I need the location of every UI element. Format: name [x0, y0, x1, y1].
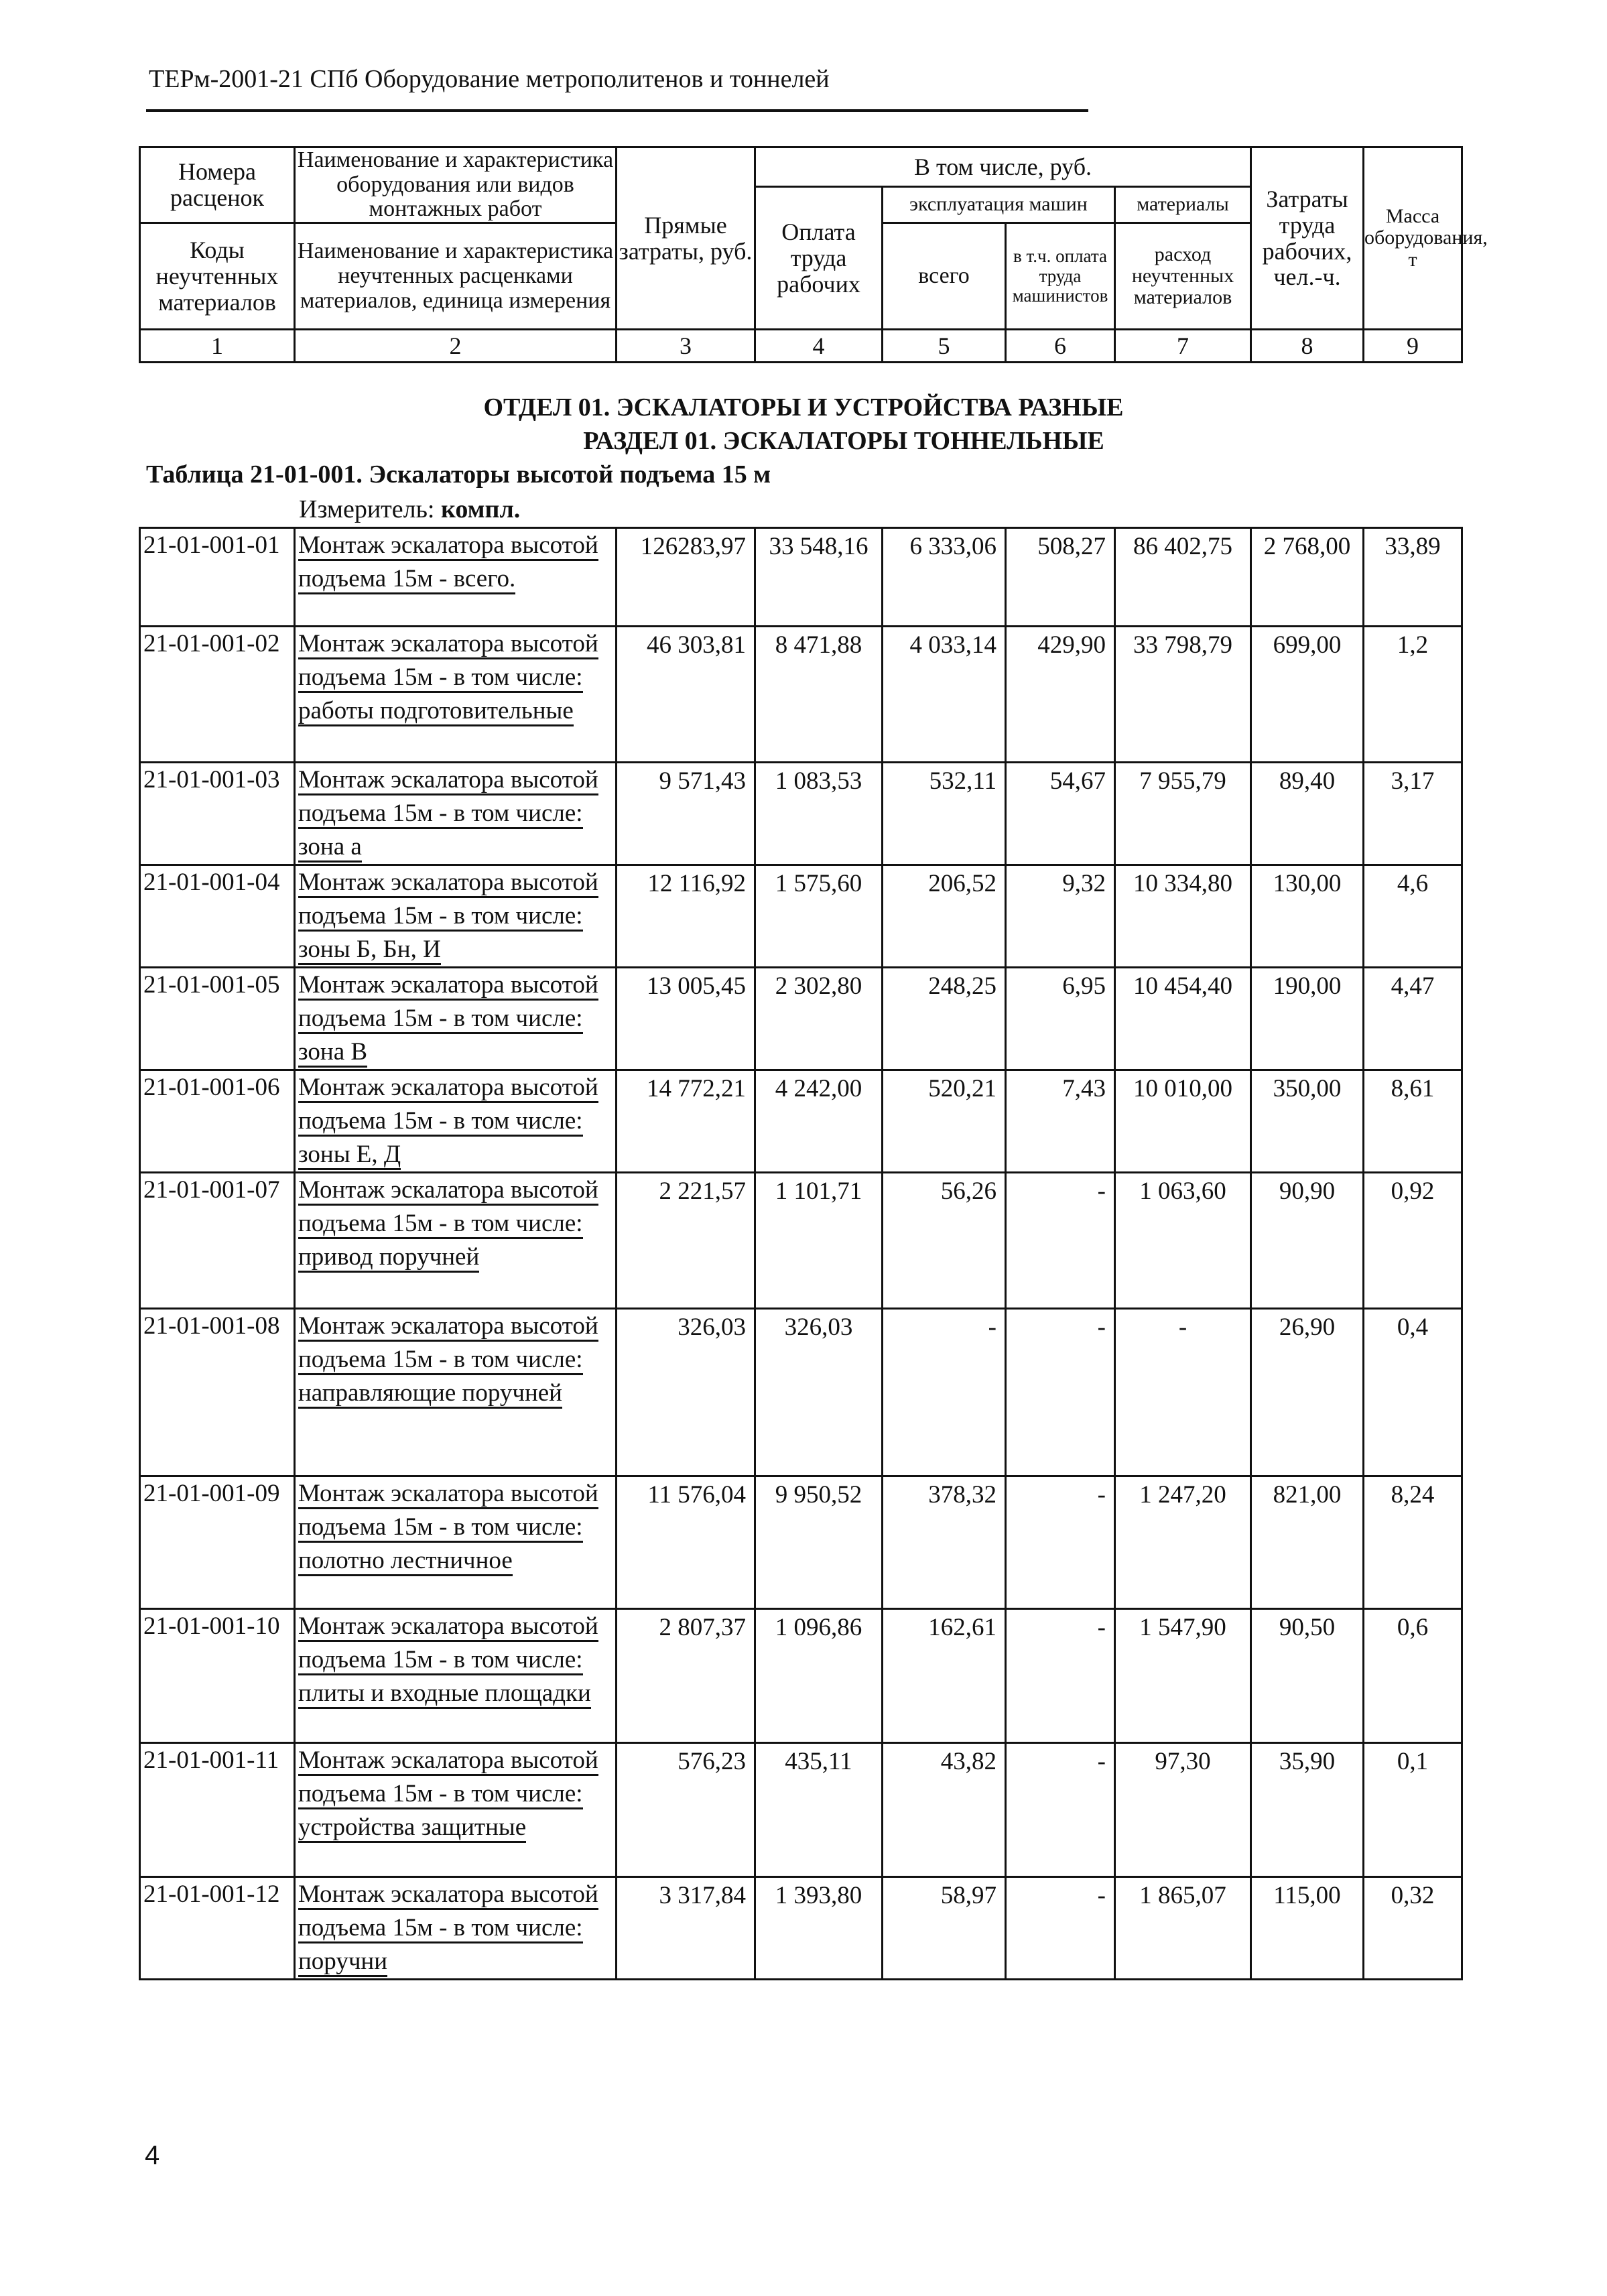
- machine-total-value: 162,61: [883, 1609, 1006, 1743]
- equipment-mass-value: 0,4: [1364, 1309, 1462, 1476]
- equipment-mass-value: 4,47: [1364, 968, 1462, 1070]
- worker-wages-value: 8 471,88: [755, 627, 883, 763]
- work-description: [295, 763, 617, 865]
- rate-code: 21-01-001-05: [140, 968, 295, 1070]
- materials-value: 1 247,20: [1115, 1476, 1251, 1609]
- header-unaccounted-materials: Наименование и характеристика неучтенных расценками материалов, единица измерения: [295, 223, 617, 330]
- rate-code: 21-01-001-07: [140, 1173, 295, 1309]
- worker-wages-value: 2 302,80: [755, 968, 883, 1070]
- materials-value: 33 798,79: [1115, 627, 1251, 763]
- direct-costs-value: 9 571,43: [617, 763, 755, 865]
- measure-line: [299, 495, 520, 524]
- materials-value: -: [1115, 1309, 1251, 1476]
- work-description-text: Монтаж эскалатора высотой подъема 15м - в том числе: работы подготовительные: [298, 630, 598, 726]
- machinist-wages-value: -: [1006, 1743, 1115, 1877]
- equipment-mass-value: 3,17: [1364, 763, 1462, 865]
- rate-code: 21-01-001-08: [140, 1309, 295, 1476]
- header-rule: [146, 109, 1088, 112]
- equipment-mass-value: 33,89: [1364, 528, 1462, 627]
- work-description: [295, 1309, 617, 1476]
- direct-costs-value: 126283,97: [617, 528, 755, 627]
- header-labor-costs: Затраты труда рабочих, чел.-ч.: [1251, 147, 1364, 330]
- machinist-wages-value: 54,67: [1006, 763, 1115, 865]
- column-number: 5: [883, 330, 1006, 363]
- materials-value: 10 334,80: [1115, 865, 1251, 968]
- header-machine-total: всего: [883, 223, 1006, 330]
- header-equipment-mass: Масса оборудования, т: [1364, 147, 1462, 330]
- direct-costs-value: 576,23: [617, 1743, 755, 1877]
- rate-code: 21-01-001-11: [140, 1743, 295, 1877]
- work-description: [295, 528, 617, 627]
- work-description-text: Монтаж эскалатора высотой подъема 15м - в том числе: зона а: [298, 766, 598, 863]
- equipment-mass-value: 0,92: [1364, 1173, 1462, 1309]
- table-row: [140, 1476, 1462, 1609]
- machinist-wages-value: 6,95: [1006, 968, 1115, 1070]
- table-title: Таблица 21-01-001. Эскалаторы высотой подъема 15 м: [146, 460, 771, 489]
- labor-costs-value: 115,00: [1251, 1877, 1364, 1980]
- machinist-wages-value: 508,27: [1006, 528, 1115, 627]
- equipment-mass-value: 8,24: [1364, 1476, 1462, 1609]
- rate-code: 21-01-001-09: [140, 1476, 295, 1609]
- work-description: [295, 1476, 617, 1609]
- work-description-text: Монтаж эскалатора высотой подъема 15м - в том числе: зона В: [298, 971, 598, 1068]
- machinist-wages-value: -: [1006, 1609, 1115, 1743]
- table-row: [140, 1173, 1462, 1309]
- table-row: [140, 1309, 1462, 1476]
- header-including-group: В том числе, руб.: [755, 147, 1251, 187]
- header-name-characteristics: Наименование и характеристика оборудования или видов монтажных работ: [295, 147, 617, 223]
- column-number: 1: [140, 330, 295, 363]
- table-row: [140, 1877, 1462, 1980]
- work-description-text: Монтаж эскалатора высотой подъема 15м - в том числе: зоны Е, Д: [298, 1074, 598, 1170]
- rates-table: [139, 527, 1463, 1980]
- rate-code: 21-01-001-04: [140, 865, 295, 968]
- materials-value: 7 955,79: [1115, 763, 1251, 865]
- document-header-title: ТЕРм-2001-21 СПб Оборудование метрополитенов и тоннелей: [149, 65, 830, 93]
- materials-value: 1 547,90: [1115, 1609, 1251, 1743]
- rate-code: 21-01-001-02: [140, 627, 295, 763]
- machine-total-value: 248,25: [883, 968, 1006, 1070]
- header-unaccounted-consumption: расход неучтенных материалов: [1115, 223, 1251, 330]
- machinist-wages-value: -: [1006, 1476, 1115, 1609]
- worker-wages-value: 326,03: [755, 1309, 883, 1476]
- labor-costs-value: 26,90: [1251, 1309, 1364, 1476]
- header-materials: материалы: [1115, 187, 1251, 223]
- direct-costs-value: 14 772,21: [617, 1070, 755, 1173]
- machine-total-value: 378,32: [883, 1476, 1006, 1609]
- table-row: [140, 865, 1462, 968]
- rate-code: 21-01-001-06: [140, 1070, 295, 1173]
- direct-costs-value: 2 807,37: [617, 1609, 755, 1743]
- rate-code: 21-01-001-10: [140, 1609, 295, 1743]
- column-number: 2: [295, 330, 617, 363]
- table-row: [140, 968, 1462, 1070]
- worker-wages-value: 435,11: [755, 1743, 883, 1877]
- materials-value: 1 865,07: [1115, 1877, 1251, 1980]
- column-number: 8: [1251, 330, 1364, 363]
- header-unaccounted-material-codes: Коды неучтенных материалов: [140, 223, 295, 330]
- worker-wages-value: 33 548,16: [755, 528, 883, 627]
- work-description: [295, 865, 617, 968]
- column-number: 3: [617, 330, 755, 363]
- work-description-text: Монтаж эскалатора высотой подъема 15м - в том числе: устройства защитные: [298, 1746, 598, 1843]
- machine-total-value: 520,21: [883, 1070, 1006, 1173]
- department-heading: ОТДЕЛ 01. ЭСКАЛАТОРЫ И УСТРОЙСТВА РАЗНЫЕ: [483, 393, 1124, 422]
- column-number: 6: [1006, 330, 1115, 363]
- equipment-mass-value: 4,6: [1364, 865, 1462, 968]
- table-row: [140, 1070, 1462, 1173]
- equipment-mass-value: 0,6: [1364, 1609, 1462, 1743]
- work-description: [295, 1609, 617, 1743]
- machine-total-value: -: [883, 1309, 1006, 1476]
- table-row: [140, 627, 1462, 763]
- measure-label: Измеритель:: [299, 495, 435, 523]
- header-worker-wages: Оплата труда рабочих: [755, 187, 883, 330]
- equipment-mass-value: 1,2: [1364, 627, 1462, 763]
- machinist-wages-value: 7,43: [1006, 1070, 1115, 1173]
- machinist-wages-value: -: [1006, 1309, 1115, 1476]
- work-description: [295, 627, 617, 763]
- work-description-text: Монтаж эскалатора высотой подъема 15м - в том числе: зоны Б, Бн, И: [298, 869, 598, 965]
- work-description-text: Монтаж эскалатора высотой подъема 15м - в том числе: поручни: [298, 1880, 598, 1977]
- work-description-text: Монтаж эскалатора высотой подъема 15м - в том числе: направляющие поручней: [298, 1312, 598, 1409]
- machine-total-value: 56,26: [883, 1173, 1006, 1309]
- materials-value: 10 010,00: [1115, 1070, 1251, 1173]
- labor-costs-value: 89,40: [1251, 763, 1364, 865]
- labor-costs-value: 350,00: [1251, 1070, 1364, 1173]
- column-number: 9: [1364, 330, 1462, 363]
- rate-code: 21-01-001-01: [140, 528, 295, 627]
- rate-code: 21-01-001-12: [140, 1877, 295, 1980]
- labor-costs-value: 190,00: [1251, 968, 1364, 1070]
- machinist-wages-value: -: [1006, 1173, 1115, 1309]
- labor-costs-value: 35,90: [1251, 1743, 1364, 1877]
- header-machine-operation: эксплуатация машин: [883, 187, 1115, 223]
- direct-costs-value: 326,03: [617, 1309, 755, 1476]
- work-description-text: Монтаж эскалатора высотой подъема 15м - всего.: [298, 531, 598, 594]
- equipment-mass-value: 0,1: [1364, 1743, 1462, 1877]
- worker-wages-value: 1 096,86: [755, 1609, 883, 1743]
- table-row: [140, 1743, 1462, 1877]
- column-header-table: [139, 146, 1488, 363]
- page-number: 4: [145, 2141, 160, 2170]
- work-description-text: Монтаж эскалатора высотой подъема 15м - в том числе: полотно лестничное: [298, 1480, 598, 1576]
- labor-costs-value: 821,00: [1251, 1476, 1364, 1609]
- equipment-mass-value: 0,32: [1364, 1877, 1462, 1980]
- work-description: [295, 1877, 617, 1980]
- machinist-wages-value: 429,90: [1006, 627, 1115, 763]
- direct-costs-value: 3 317,84: [617, 1877, 755, 1980]
- materials-value: 1 063,60: [1115, 1173, 1251, 1309]
- worker-wages-value: 1 101,71: [755, 1173, 883, 1309]
- table-row: [140, 1609, 1462, 1743]
- labor-costs-value: 2 768,00: [1251, 528, 1364, 627]
- table-row: [140, 528, 1462, 627]
- materials-value: 10 454,40: [1115, 968, 1251, 1070]
- header-rate-numbers: Номера расценок: [140, 147, 295, 223]
- header-direct-costs: Прямые затраты, руб.: [617, 147, 755, 330]
- direct-costs-value: 11 576,04: [617, 1476, 755, 1609]
- work-description: [295, 1070, 617, 1173]
- work-description: [295, 1743, 617, 1877]
- machine-total-value: 532,11: [883, 763, 1006, 865]
- direct-costs-value: 2 221,57: [617, 1173, 755, 1309]
- machinist-wages-value: -: [1006, 1877, 1115, 1980]
- machine-total-value: 6 333,06: [883, 528, 1006, 627]
- machinist-wages-value: 9,32: [1006, 865, 1115, 968]
- rate-code: 21-01-001-03: [140, 763, 295, 865]
- machine-total-value: 206,52: [883, 865, 1006, 968]
- table-row: [140, 763, 1462, 865]
- work-description-text: Монтаж эскалатора высотой подъема 15м - в том числе: плиты и входные площадки: [298, 1612, 598, 1709]
- worker-wages-value: 4 242,00: [755, 1070, 883, 1173]
- equipment-mass-value: 8,61: [1364, 1070, 1462, 1173]
- work-description: [295, 1173, 617, 1309]
- work-description-text: Монтаж эскалатора высотой подъема 15м - в том числе: привод поручней: [298, 1176, 598, 1273]
- column-number: 4: [755, 330, 883, 363]
- direct-costs-value: 12 116,92: [617, 865, 755, 968]
- materials-value: 86 402,75: [1115, 528, 1251, 627]
- labor-costs-value: 130,00: [1251, 865, 1364, 968]
- worker-wages-value: 9 950,52: [755, 1476, 883, 1609]
- machine-total-value: 43,82: [883, 1743, 1006, 1877]
- column-number: 7: [1115, 330, 1251, 363]
- worker-wages-value: 1 393,80: [755, 1877, 883, 1980]
- worker-wages-value: 1 083,53: [755, 763, 883, 865]
- labor-costs-value: 90,50: [1251, 1609, 1364, 1743]
- worker-wages-value: 1 575,60: [755, 865, 883, 968]
- direct-costs-value: 13 005,45: [617, 968, 755, 1070]
- direct-costs-value: 46 303,81: [617, 627, 755, 763]
- work-description: [295, 968, 617, 1070]
- labor-costs-value: 699,00: [1251, 627, 1364, 763]
- measure-value: компл.: [441, 495, 521, 523]
- machine-total-value: 58,97: [883, 1877, 1006, 1980]
- labor-costs-value: 90,90: [1251, 1173, 1364, 1309]
- machine-total-value: 4 033,14: [883, 627, 1006, 763]
- materials-value: 97,30: [1115, 1743, 1251, 1877]
- header-machinist-wages: в т.ч. оплата труда машинистов: [1006, 223, 1115, 330]
- section-heading: РАЗДЕЛ 01. ЭСКАЛАТОРЫ ТОННЕЛЬНЫЕ: [583, 427, 1104, 455]
